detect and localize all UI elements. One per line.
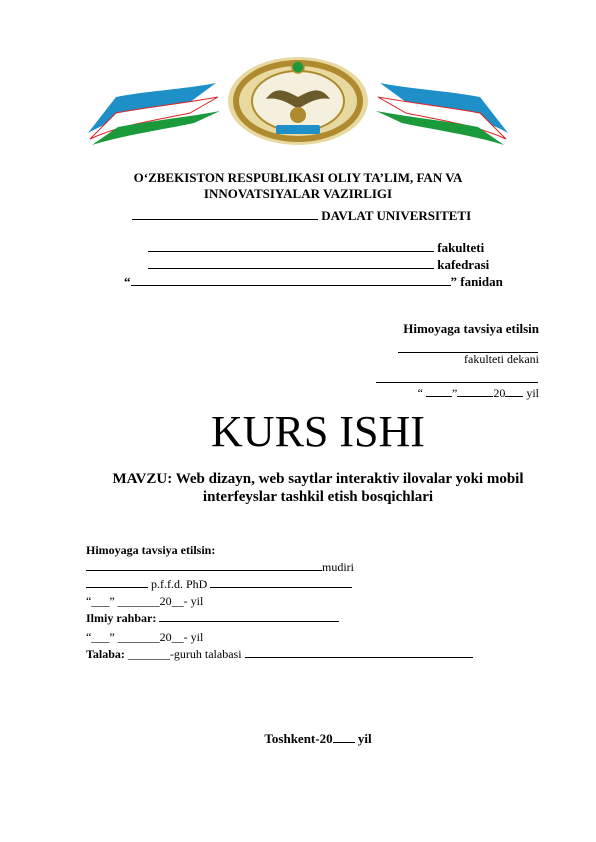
dean-signature-line	[398, 338, 538, 353]
date-day-blank	[426, 396, 452, 397]
ministry-line-2: INNOVATSIYALAR VAZIRLIGI	[203, 186, 393, 201]
degree-label: p.f.f.d. PhD	[151, 577, 208, 591]
advisor-line	[86, 610, 473, 627]
head-name-blank	[86, 570, 322, 571]
student-line	[86, 646, 473, 663]
subject-open-quote: “	[124, 274, 131, 289]
document-title: KURS ISHI	[211, 407, 425, 456]
subject-blank	[131, 285, 451, 286]
department-blank	[148, 268, 434, 269]
ministry-heading	[0, 170, 596, 202]
faculty-line	[148, 240, 484, 256]
emblem-image	[86, 55, 510, 147]
ministry-line-1: O‘ZBEKISTON RESPUBLIKASI OLIY TA’LIM, FAN VA	[133, 170, 463, 185]
city-year-prefix: Toshkent-20	[264, 731, 333, 746]
state-emblem	[86, 55, 510, 147]
date-line-1: “___” _______20__- yil	[86, 594, 204, 608]
date-suffix: yil	[526, 386, 539, 400]
faculty-blank	[148, 251, 434, 252]
date-year-blank	[505, 396, 523, 397]
date-line-2: “___” _______20__- yil	[86, 630, 204, 644]
head-label: mudiri	[322, 560, 354, 574]
subject-line	[124, 274, 503, 290]
faculty-suffix: fakulteti	[437, 240, 485, 255]
student-label: Talaba:	[86, 647, 125, 661]
student-blank	[245, 657, 473, 658]
recommend-heading: Himoyaga tavsiya etilsin:	[86, 543, 216, 557]
head-line	[86, 559, 473, 576]
date-month-blank	[457, 396, 493, 397]
university-blank	[132, 219, 318, 220]
dean-label: fakulteti dekani	[464, 352, 539, 366]
city-year-suffix: yil	[357, 731, 372, 746]
approval-date	[418, 386, 539, 401]
advisor-label: Ilmiy rahbar:	[86, 611, 157, 625]
degree-signature-blank	[210, 587, 352, 588]
university-line	[132, 208, 471, 224]
subject-suffix: ” fanidan	[450, 274, 503, 289]
year-blank	[333, 742, 355, 743]
degree-line	[86, 576, 473, 593]
topic-label: MAVZU:	[112, 471, 173, 487]
approval-heading: Himoyaga tavsiya etilsin	[403, 321, 539, 336]
topic-line-1: Web dizayn, web saytlar interaktiv ilovalar yoki mobil	[175, 471, 524, 487]
advisor-blank	[159, 621, 339, 622]
department-line	[148, 257, 489, 273]
dean-name-line	[376, 368, 538, 383]
city-year	[0, 731, 596, 747]
date-open-quote: “	[417, 386, 423, 400]
recommend-block	[86, 542, 473, 663]
group-label: _______-guruh talabasi	[127, 647, 242, 661]
university-suffix: DAVLAT UNIVERSITETI	[321, 208, 472, 223]
degree-name-blank	[86, 587, 148, 588]
date-close-quote: ”	[452, 386, 458, 400]
topic	[78, 470, 558, 506]
department-suffix: kafedrasi	[437, 257, 490, 272]
date-year-prefix: 20	[493, 386, 506, 400]
topic-line-2: interfeyslar tashkil etish bosqichlari	[202, 489, 434, 505]
